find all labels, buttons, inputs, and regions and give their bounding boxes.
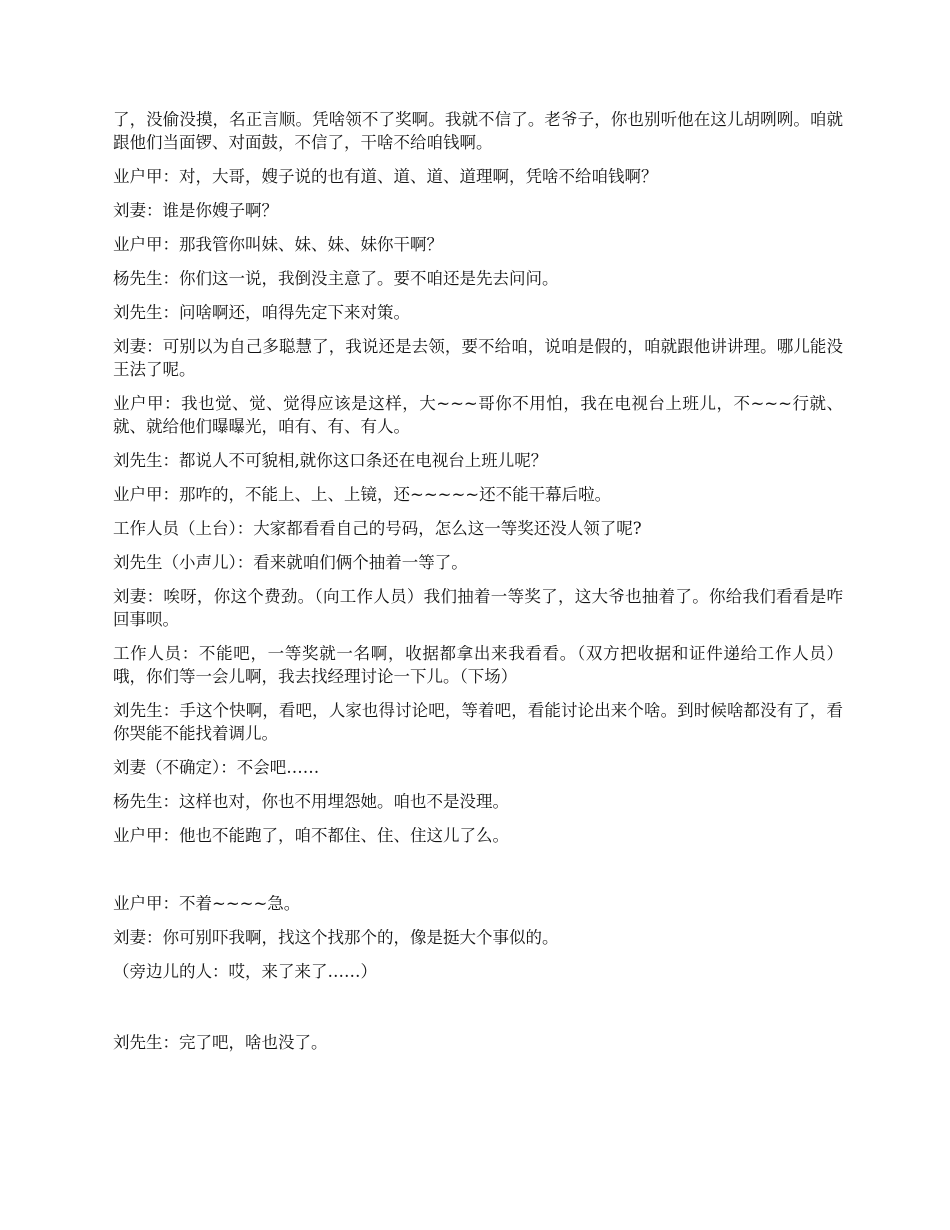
paragraph: 业户甲：那我管你叫妹、妹、妹、妹你干啊？ [113, 235, 443, 254]
paragraph: 刘妻（不确定）：不会吧…… [113, 758, 320, 777]
paragraph: 业户甲：我也觉、觉、觉得应该是这样，大~~~哥你不用怕，我在电视台上班儿，不~~~行就、就、就给他们曝曝光，咱有、有、有人。 [113, 394, 843, 436]
document-page [113, 108, 843, 1065]
paragraph: 刘先生：手这个快啊，看吧，人家也得讨论吧，等着吧，看能讨论出来个啥。到时候啥都没有了，看你哭能不能找着调儿。 [113, 701, 843, 743]
paragraph: 刘妻：谁是你嫂子啊？ [113, 201, 278, 220]
blank-space [113, 858, 843, 892]
paragraph: 了，没偷没摸，名正言顺。凭啥领不了奖啊。我就不信了。老爷子，你也别听他在这儿胡咧咧。咱就跟他们当面锣、对面鼓，不信了，干啥不给咱钱啊。 [113, 110, 843, 152]
paragraph: 杨先生：你们这一说，我倒没主意了。要不咱还是先去问问。 [113, 269, 559, 288]
paragraph: 刘先生（小声儿）：看来就咱们俩个抽着一等了。 [113, 553, 468, 572]
paragraph: 杨先生：这样也对，你也不用埋怨她。咱也不是没理。 [113, 792, 509, 811]
paragraph: 业户甲：对，大哥，嫂子说的也有道、道、道、道理啊，凭啥不给咱钱啊？ [113, 167, 658, 186]
paragraph: 刘先生：问啥啊还，咱得先定下来对策。 [113, 303, 410, 322]
paragraph: （旁边儿的人：哎，来了来了……） [113, 962, 377, 981]
paragraph: 业户甲：那咋的，不能上、上、上镜，还~~~~~还不能干幕后啦。 [113, 485, 612, 504]
paragraph: 刘先生：都说人不可貌相,就你这口条还在电视台上班儿呢？ [113, 451, 548, 470]
paragraph: 业户甲：他也不能跑了，咱不都住、住、住这儿了么。 [113, 826, 509, 845]
paragraph: 刘妻：你可别吓我啊，找这个找那个的，像是挺大个事似的。 [113, 928, 559, 947]
blank-space [113, 994, 843, 1031]
paragraph: 刘妻：唉呀，你这个费劲。（向工作人员）我们抽着一等奖了，这大爷也抽着了。你给我们看看是咋回事呗。 [113, 587, 843, 629]
paragraph: 业户甲：不着~~~~急。 [113, 894, 301, 913]
paragraph: 刘先生：完了吧，啥也没了。 [113, 1033, 328, 1052]
paragraph: 工作人员（上台）：大家都看看自己的号码，怎么这一等奖还没人领了呢? [113, 519, 642, 538]
paragraph: 工作人员：不能吧，一等奖就一名啊，收据都拿出来我看看。（双方把收据和证件递给工作人员）哦，你们等一会儿啊，我去找经理讨论一下儿。（下场） [113, 644, 843, 686]
paragraph: 刘妻：可别以为自己多聪慧了，我说还是去领，要不给咱，说咱是假的，咱就跟他讲讲理。哪儿能没王法了呢。 [113, 337, 843, 379]
